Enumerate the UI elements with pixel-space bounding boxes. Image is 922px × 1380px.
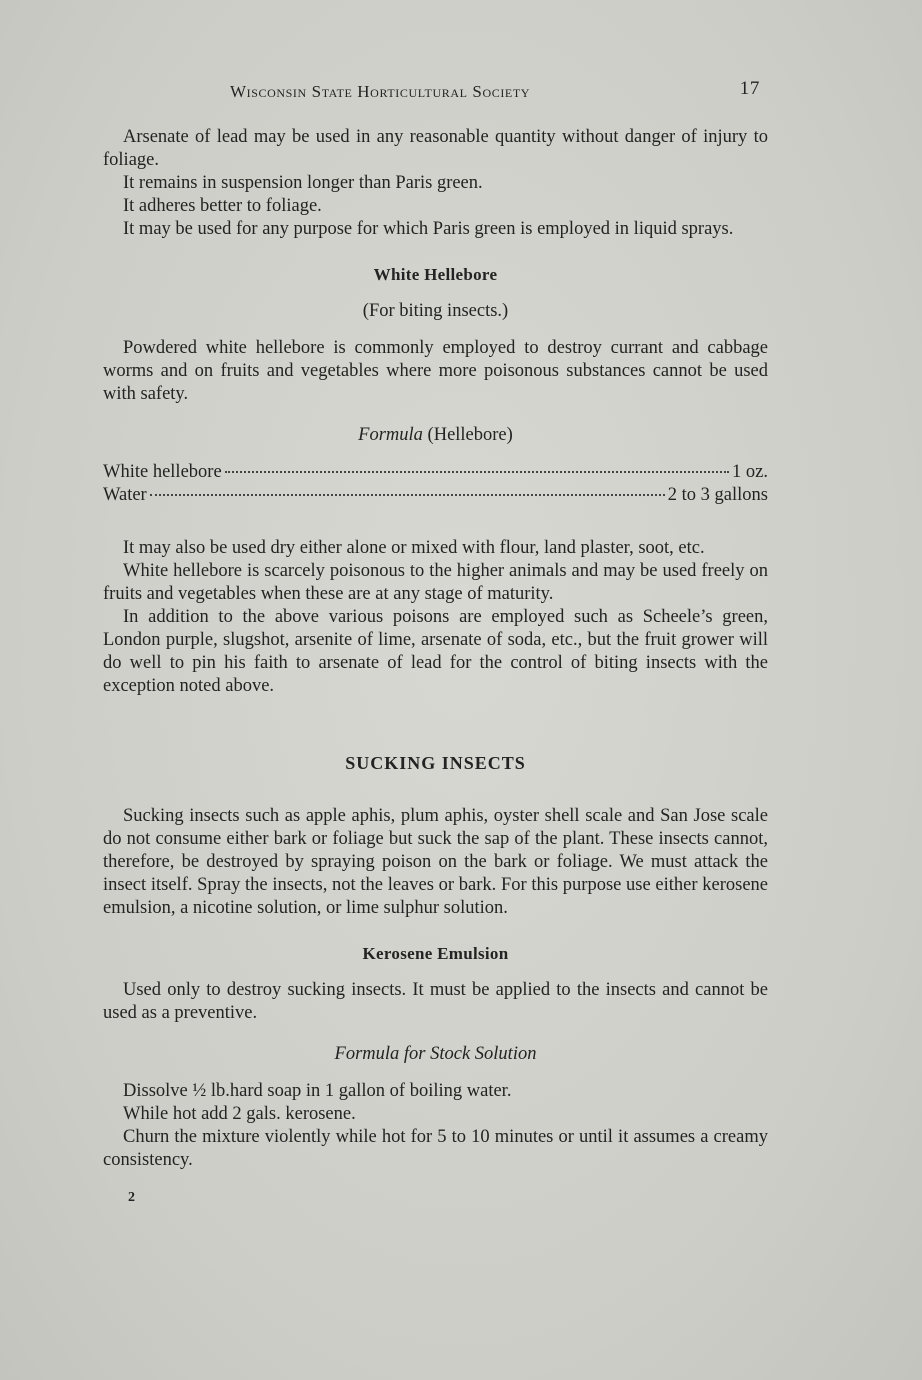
stock-step-1: Dissolve ½ lb.hard soap in 1 gallon of boiling water. <box>123 1081 512 1101</box>
sucking-insects-heading: SUCKING INSECTS <box>345 753 526 773</box>
stock-step-2: While hot add 2 gals. kerosene. <box>123 1104 356 1124</box>
formula-item: Water <box>103 485 147 505</box>
stock-step-3: Churn the mixture violently while hot for 5 to 10 minutes or until it assumes a creamy consistency. <box>103 1127 768 1170</box>
formula-label-suffix: (Hellebore) <box>427 425 513 445</box>
formula-row <box>103 461 768 484</box>
intro-paragraph-1: Arsenate of lead may be used in any reasonable quantity without danger of injury to foliage. <box>103 127 768 170</box>
intro-paragraph-4: It may be used for any purpose for which Paris green is employed in liquid sprays. <box>123 219 734 239</box>
formula-amount: 2 to 3 gallons <box>667 485 768 505</box>
text-column <box>103 126 768 1209</box>
hellebore-note-2: White hellebore is scarcely poisonous to the higher animals and may be used freely on fruits and vegetables when these are at any stage of maturity. <box>103 561 768 604</box>
intro-paragraph-3: It adheres better to foliage. <box>123 196 322 216</box>
stock-formula-title: Formula for Stock Solution <box>334 1044 537 1064</box>
intro-paragraph-2: It remains in suspension longer than Paris green. <box>123 173 483 193</box>
formula-item: White hellebore <box>103 462 222 482</box>
kerosene-body: Used only to destroy sucking insects. It must be applied to the insects and cannot be used as a preventive. <box>103 980 768 1023</box>
formula-amount: 1 oz. <box>732 462 768 482</box>
dot-leader <box>150 494 665 496</box>
dot-leader <box>225 471 729 473</box>
hellebore-heading: White Hellebore <box>373 265 498 284</box>
running-title: Wisconsin State Horticultural Society <box>230 82 531 101</box>
sucking-insects-body: Sucking insects such as apple aphis, plum aphis, oyster shell scale and San Jose scale do not consume either bark or foliage but suck the sap of the plant. These insects cannot, therefore, be destroyed by spraying poison on the bark or foliage. We must attack the insect itself. Spray the insects, not the leaves or bark. For this purpose use either kerosene emulsion, a nicotine solution, or lime sulphur solution. <box>103 806 768 918</box>
kerosene-heading: Kerosene Emulsion <box>362 944 509 963</box>
running-header <box>230 78 760 104</box>
formula-label: Formula <box>358 425 423 445</box>
hellebore-note-1: It may also be used dry either alone or mixed with flour, land plaster, soot, etc. <box>123 538 705 558</box>
formula-row <box>103 484 768 507</box>
hellebore-formula-title <box>103 424 768 447</box>
hellebore-subheading: (For biting insects.) <box>362 301 509 321</box>
page-number: 17 <box>739 78 760 99</box>
signature-mark: 2 <box>128 1190 135 1205</box>
hellebore-body: Powdered white hellebore is commonly employed to destroy currant and cabbage worms and on fruits and vegetables where more poisonous substances cannot be used with safety. <box>103 338 768 404</box>
hellebore-note-3: In addition to the above various poisons are employed such as Scheele’s green, London purple, slugshot, arsenite of lime, arsenate of soda, etc., but the fruit grower will do well to pin his faith to arsenate of lead for the control of biting insects with the exception noted above. <box>103 607 768 696</box>
